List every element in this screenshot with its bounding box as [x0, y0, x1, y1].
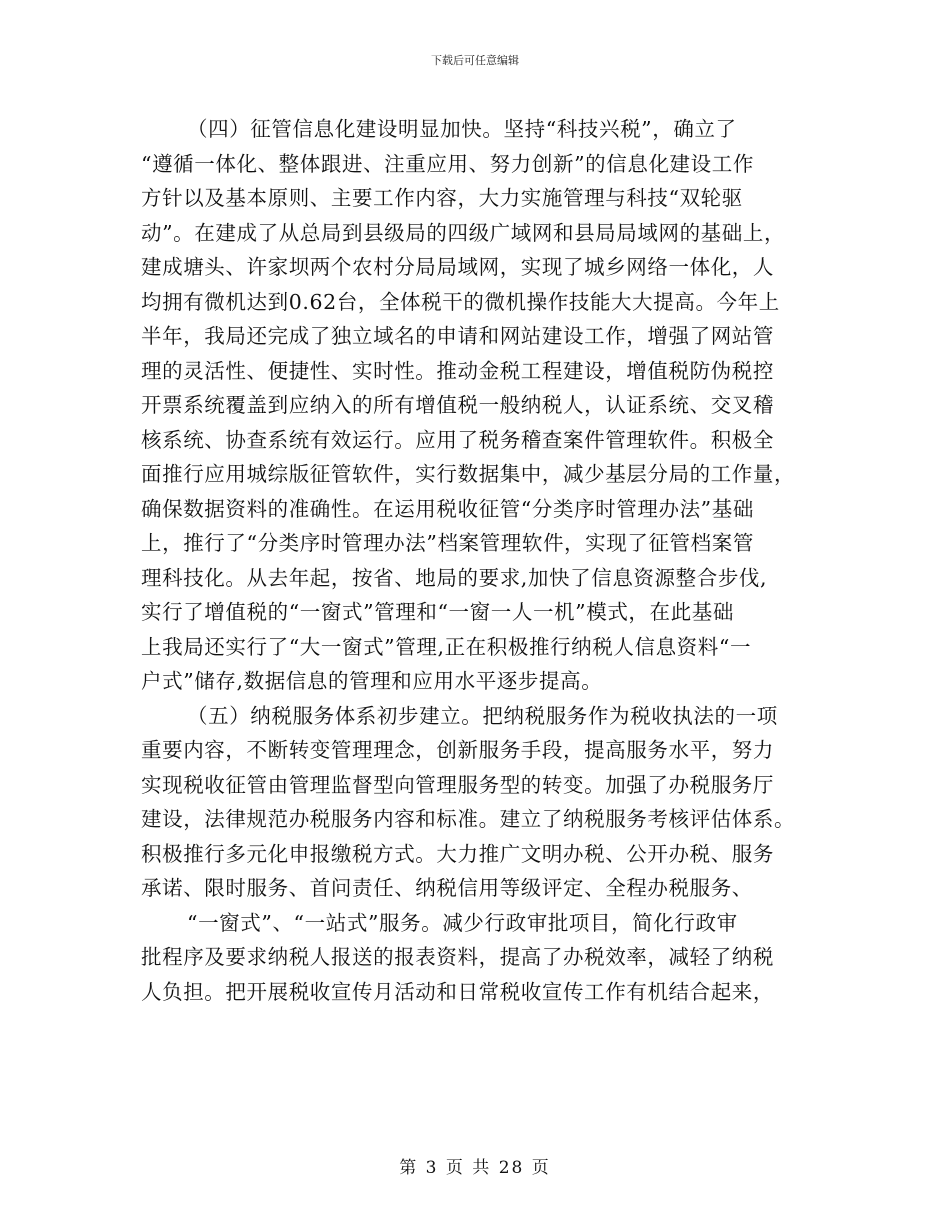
paragraph-line: 积极推行多元化申报缴税方式。大力推广文明办税、公开办税、服务 [141, 841, 774, 866]
paragraph-line: （四）征管信息化建设明显加快。坚持“科技兴税”，确立了 [187, 117, 737, 141]
paragraph-line: 户式”储存,数据信息的管理和应用水平逐步提高。 [141, 669, 603, 693]
paragraph-line: 人负担。把开展税收宣传月活动和日常税收宣传工作有机结合起来， [141, 979, 774, 1004]
paragraph-line: 方针以及基本原则、主要工作内容，大力实施管理与科技“双轮驱 [141, 186, 743, 210]
paragraph-line: 重要内容，不断转变管理理念，创新服务手段，提高服务水平，努力 [141, 738, 774, 762]
paragraph-line: 面推行应用城综版征管软件，实行数据集中，减少基层分局的工作量， [141, 462, 796, 486]
paragraph-line: 理科技化。从去年起，按省、地局的要求,加快了信息资源整合步伐, [141, 565, 768, 590]
paragraph-line: 实行了增值税的“一窗式”管理和“一窗一人一机”模式，在此基础 [141, 600, 734, 624]
document-body [141, 112, 811, 1009]
paragraph-line: 核系统、协查系统有效运行。应用了税务稽查案件管理软件。积极全 [141, 427, 774, 452]
paragraph-line: 批程序及要求纳税人报送的报表资料，提高了办税效率，减轻了纳税 [141, 945, 774, 969]
paragraph-line: 均拥有微机达到0.62台，全体税干的微机操作技能大大提高。今年上 [141, 289, 780, 314]
paragraph-line: （五）纳税服务体系初步建立。把纳税服务作为税收执法的一项 [187, 703, 778, 728]
page-header: 下载后可任意编辑 [431, 54, 519, 67]
paragraph-line: 建成塘头、许家坝两个农村分局局域网，实现了城乡网络一体化，人 [141, 255, 774, 279]
paragraph-line: “遵循一体化、整体跟进、注重应用、努力创新”的信息化建设工作 [141, 151, 754, 176]
page-footer: 第 3 页 共 28 页 [399, 1158, 551, 1178]
paragraph-line: 开票系统覆盖到应纳入的所有增值税一般纳税人，认证系统、交叉稽 [141, 393, 774, 417]
paragraph-line: “一窗式”、“一站式”服务。减少行政审批项目，简化行政审 [187, 910, 738, 935]
paragraph-line: 理的灵活性、便捷性、实时性。推动金税工程建设，增值税防伪税控 [141, 358, 774, 383]
paragraph-line: 承诺、限时服务、首问责任、纳税信用等级评定、全程办税服务、 [141, 876, 753, 900]
paragraph-line: 实现税收征管由管理监督型向管理服务型的转变。加强了办税服务厅 [141, 772, 774, 797]
paragraph-line: 半年，我局还完成了独立域名的申请和网站建设工作，增强了网站管 [141, 324, 774, 348]
paragraph-line: 动”。在建成了从总局到县级局的四级广域网和县局局域网的基础上， [141, 220, 786, 245]
paragraph-line: 建设，法律规范办税服务内容和标准。建立了纳税服务考核评估体系。 [141, 807, 796, 831]
paragraph-line: 上我局还实行了“大一窗式”管理,正在积极推行纳税人信息资料“一 [141, 634, 752, 659]
paragraph-line: 上，推行了“分类序时管理办法”档案管理软件，实现了征管档案管 [141, 531, 754, 555]
paragraph-line: 确保数据资料的准确性。在运用税收征管“分类序时管理办法”基础 [141, 496, 754, 521]
